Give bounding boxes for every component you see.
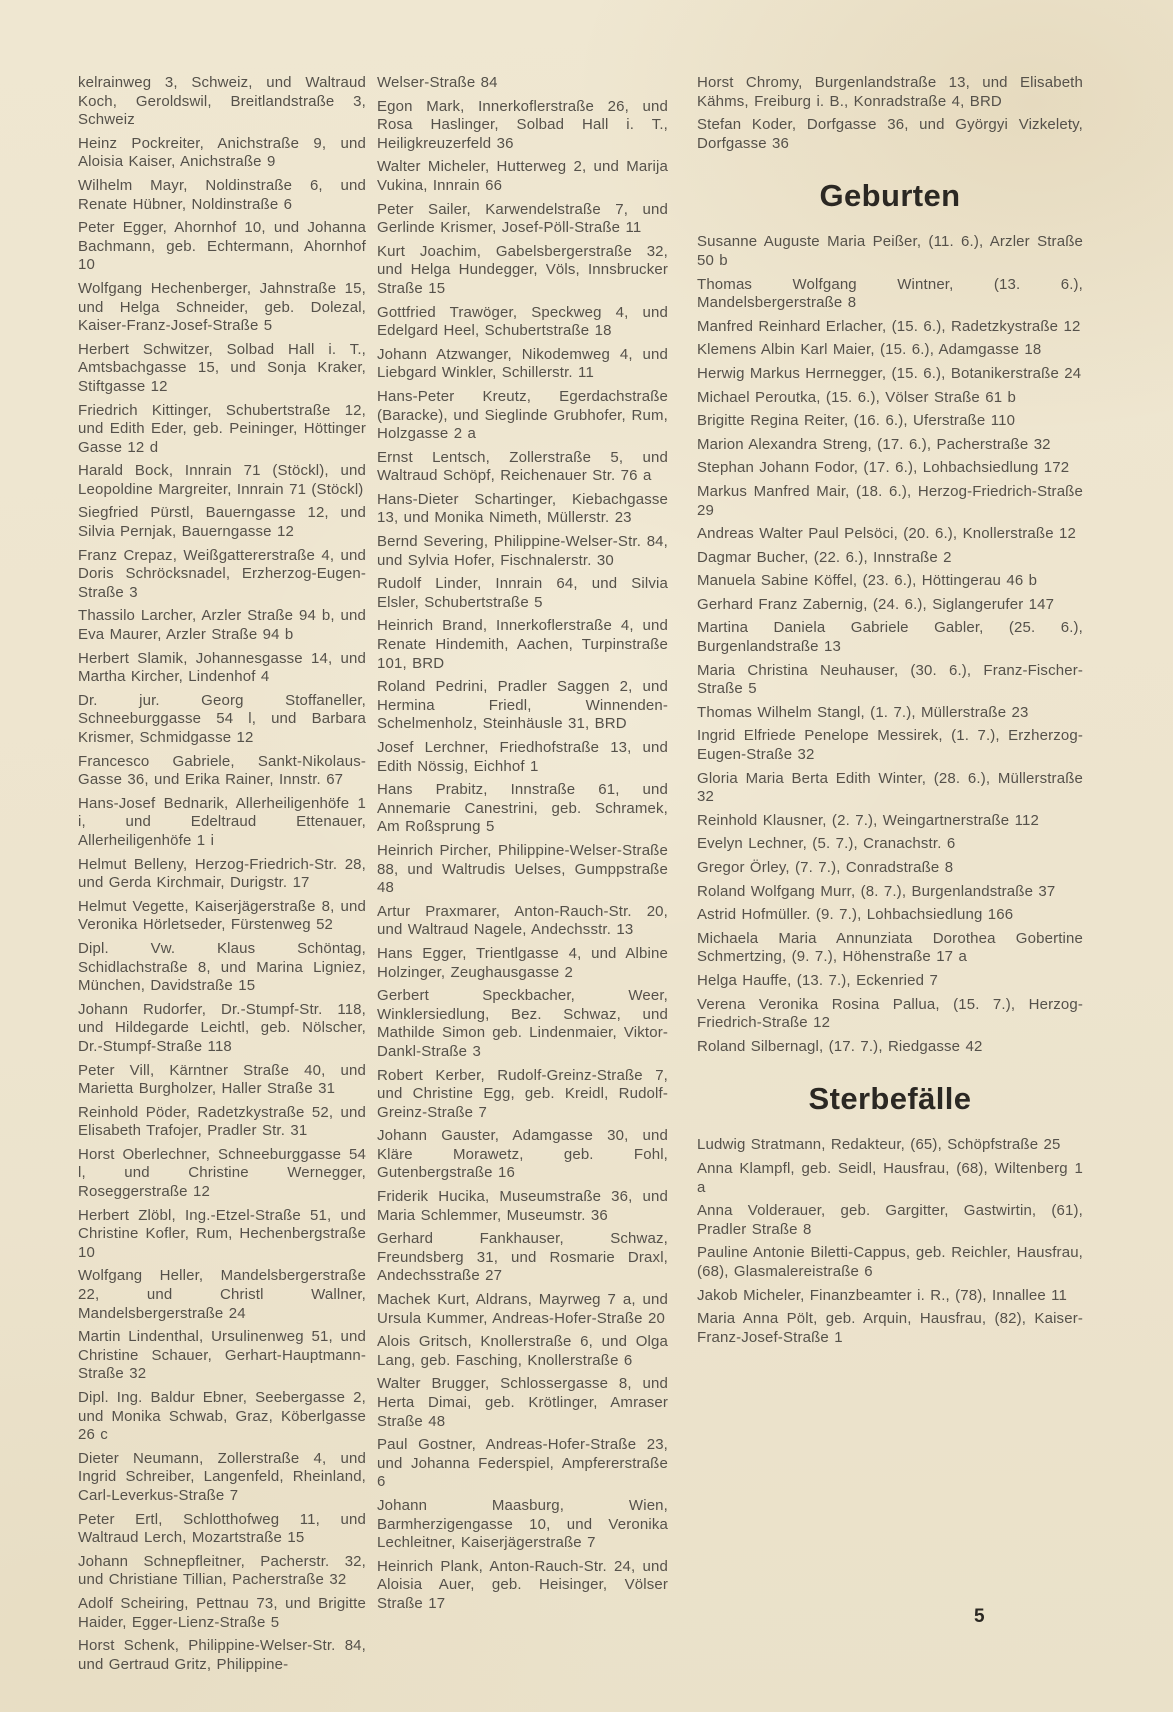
registry-entry: Reinhold Klausner, (2. 7.), Weingartnerstraße 112	[697, 811, 1039, 829]
registry-entry: Gregor Örley, (7. 7.), Conradstraße 8	[697, 859, 954, 876]
registry-entry: Helmut Belleny, Herzog-Friedrich-Str. 28, und Gerda Kirchmair, Durigstr. 17	[78, 855, 366, 892]
registry-entry: Martin Lindenthal, Ursulinenweg 51, und Christine Schauer, Gerhart-Hauptmann-Straße 32	[78, 1328, 366, 1383]
registry-entry: Brigitte Regina Reiter, (16. 6.), Uferstraße 110	[697, 412, 1016, 430]
registry-entry: Johann Maasburg, Wien, Barmherzigengasse 10, und Veronika Lechleitner, Kaiserjägerstraße 7	[377, 1496, 668, 1552]
registry-entry: Herbert Slamik, Johannesgasse 14, und Martha Kircher, Lindenhof 4	[78, 649, 366, 686]
registry-entry: Heinrich Plank, Anton-Rauch-Str. 24, und Aloisia Auer, geb. Heisinger, Völser Straße 17	[377, 1557, 668, 1612]
registry-entry: Anna Klampfl, geb. Seidl, Hausfrau, (68), Wiltenberg 1 a	[697, 1159, 1083, 1196]
registry-entry: Dr. jur. Georg Stoffaneller, Schneeburggasse 54 l, und Barbara Krismer, Schmidgasse 12	[78, 691, 366, 746]
registry-entry: Ingrid Elfriede Penelope Messirek, (1. 7.), Erzherzog-Eugen-Straße 32	[697, 727, 1083, 764]
registry-entry: Hans Egger, Trientlgasse 4, und Albine Holzinger, Zeughausgasse 2	[377, 944, 668, 981]
registry-entry: kelrainweg 3, Schweiz, und Waltraud Koch, Geroldswil, Breitlandstraße 3, Schweiz	[78, 74, 366, 129]
registry-entry: Hans-Dieter Schartinger, Kiebachgasse 13, und Monika Nimeth, Müllerstr. 23	[377, 490, 668, 527]
registry-entry: Michael Peroutka, (15. 6.), Völser Straße 61 b	[697, 388, 1017, 406]
registry-entry: Horst Chromy, Burgenlandstraße 13, und Elisabeth Kähms, Freiburg i. B., Konradstraße 4, BRD	[697, 74, 1083, 110]
registry-entry: Ludwig Stratmann, Redakteur, (65), Schöpfstraße 25	[697, 1136, 1061, 1154]
births-list	[697, 233, 1083, 1056]
registry-entry: Gerbert Speckbacher, Weer, Winklersiedlung, Bez. Schwaz, und Mathilde Simon geb. Lindenmaier, Viktor-Dankl-Straße 3	[377, 987, 668, 1060]
registry-entry: Susanne Auguste Maria Peißer, (11. 6.), Arzler Straße 50 b	[697, 233, 1083, 269]
registry-entry: Markus Manfred Mair, (18. 6.), Herzog-Friedrich-Straße 29	[697, 482, 1083, 519]
registry-entry: Dipl. Ing. Baldur Ebner, Seebergasse 2, und Monika Schwab, Graz, Köberlgasse 26 c	[78, 1389, 366, 1444]
registry-entry: Hans-Peter Kreutz, Egerdachstraße (Baracke), und Sieglinde Grubhofer, Rum, Holzgasse 2 a	[377, 387, 668, 443]
registry-entry: Michaela Maria Annunziata Dorothea Gobertine Schmertzing, (9. 7.), Höhenstraße 17 a	[697, 929, 1083, 966]
registry-entry: Jakob Micheler, Finanzbeamter i. R., (78), Innallee 11	[697, 1286, 1067, 1304]
registry-entry: Evelyn Lechner, (5. 7.), Cranachstr. 6	[697, 835, 956, 853]
registry-entry: Egon Mark, Innerkoflerstraße 26, und Rosa Haslinger, Solbad Hall i. T., Heiligkreuzerfeld 36	[377, 97, 668, 152]
registry-entry: Roland Pedrini, Pradler Saggen 2, und Hermina Friedl, Winnenden-Schelmenholz, Steinhäusle 31, BRD	[377, 678, 668, 733]
registry-entry: Wolfgang Heller, Mandelsbergerstraße 22, und Christl Wallner, Mandelsbergerstraße 24	[78, 1267, 366, 1322]
registry-entry: Reinhold Pöder, Radetzkystraße 52, und Elisabeth Trafojer, Pradler Str. 31	[78, 1103, 366, 1140]
registry-entry: Roland Silbernagl, (17. 7.), Riedgasse 42	[697, 1037, 983, 1055]
registry-entry: Stephan Johann Fodor, (17. 6.), Lohbachsiedlung 172	[697, 459, 1070, 477]
registry-entry: Rudolf Linder, Innrain 64, und Silvia Elsler, Schubertstraße 5	[377, 575, 668, 611]
registry-entry: Peter Ertl, Schlotthofweg 11, und Waltraud Lerch, Mozartstraße 15	[78, 1510, 366, 1547]
registry-entry: Herbert Schwitzer, Solbad Hall i. T., Amtsbachgasse 15, und Sonja Kraker, Stiftgasse 12	[78, 340, 366, 395]
registry-entry: Roland Wolfgang Murr, (8. 7.), Burgenlandstraße 37	[697, 882, 1056, 900]
registry-entry: Heinrich Pircher, Philippine-Welser-Straße 88, und Waltrudis Uelses, Gumppstraße 48	[377, 841, 668, 897]
registry-entry: Gerhard Franz Zabernig, (24. 6.), Siglangerufer 147	[697, 595, 1055, 613]
registry-entry: Herbert Zlöbl, Ing.-Etzel-Straße 51, und Christine Kofler, Rum, Hechenbergstraße 10	[78, 1206, 366, 1261]
registry-entry: Verena Veronika Rosina Pallua, (15. 7.), Herzog-Friedrich-Straße 12	[697, 995, 1083, 1032]
registry-entry: Walter Micheler, Hutterweg 2, und Marija Vukina, Innrain 66	[377, 158, 668, 194]
registry-entry: Manfred Reinhard Erlacher, (15. 6.), Radetzkystraße 12	[697, 317, 1081, 335]
registry-entry: Pauline Antonie Biletti-Cappus, geb. Reichler, Hausfrau, (68), Glasmalereistraße 6	[697, 1244, 1083, 1280]
registry-entry: Hans-Josef Bednarik, Allerheiligenhöfe 1 i, und Edeltraud Ettenauer, Allerheiligenhöfe 1 i	[78, 794, 366, 849]
registry-entry: Thomas Wilhelm Stangl, (1. 7.), Müllerstraße 23	[697, 703, 1029, 721]
registry-entry: Heinz Pockreiter, Anichstraße 9, und Aloisia Kaiser, Anichstraße 9	[78, 134, 366, 171]
registry-entry: Harald Bock, Innrain 71 (Stöckl), und Leopoldine Margreiter, Innrain 71 (Stöckl)	[78, 462, 366, 498]
registry-entry: Peter Sailer, Karwendelstraße 7, und Gerlinde Krismer, Josef-Pöll-Straße 11	[377, 200, 668, 237]
registry-entry: Machek Kurt, Aldrans, Mayrweg 7 a, und Ursula Kummer, Andreas-Hofer-Straße 20	[377, 1291, 668, 1327]
registry-entry: Gerhard Fankhauser, Schwaz, Freundsberg 31, und Rosmarie Draxl, Andechsstraße 27	[377, 1230, 668, 1285]
deaths-section-heading: Sterbefälle	[808, 1081, 972, 1117]
registry-entry: Gottfried Trawöger, Speckweg 4, und Edelgard Heel, Schubertstraße 18	[377, 303, 668, 340]
page-number: 5	[974, 1606, 985, 1627]
registry-entry: Peter Egger, Ahornhof 10, und Johanna Bachmann, geb. Echtermann, Ahornhof 10	[78, 219, 366, 274]
registry-entry: Dipl. Vw. Klaus Schöntag, Schidlachstraße 8, und Marina Ligniez, München, Davidstraße 15	[78, 939, 366, 995]
registry-entry: Friedrich Kittinger, Schubertstraße 12, und Edith Eder, geb. Peininger, Höttinger Gasse 12 d	[78, 401, 366, 456]
registry-entry: Bernd Severing, Philippine-Welser-Str. 84, und Sylvia Hofer, Fischnalerstr. 30	[377, 533, 668, 569]
births-section-heading: Geburten	[819, 178, 961, 214]
registry-entry: Alois Gritsch, Knollerstraße 6, und Olga Lang, geb. Fasching, Knollerstraße 6	[377, 1333, 668, 1369]
registry-entry: Johann Atzwanger, Nikodemweg 4, und Liebgard Winkler, Schillerstr. 11	[377, 345, 668, 382]
registry-entry: Friderik Hucika, Museumstraße 36, und Maria Schlemmer, Museumstr. 36	[377, 1188, 668, 1224]
registry-entry: Gloria Maria Berta Edith Winter, (28. 6.), Müllerstraße 32	[697, 769, 1083, 806]
registry-entry: Siegfried Pürstl, Bauerngasse 12, und Silvia Pernjak, Bauerngasse 12	[78, 504, 366, 541]
registry-entry: Anna Volderauer, geb. Gargitter, Gastwirtin, (61), Pradler Straße 8	[697, 1202, 1083, 1238]
registry-entry: Peter Vill, Kärntner Straße 40, und Marietta Burgholzer, Haller Straße 31	[78, 1061, 366, 1098]
registry-entry: Dagmar Bucher, (22. 6.), Innstraße 2	[697, 548, 952, 566]
registry-entry: Maria Christina Neuhauser, (30. 6.), Franz-Fischer-Straße 5	[697, 661, 1083, 698]
registry-entry: Klemens Albin Karl Maier, (15. 6.), Adamgasse 18	[697, 341, 1042, 359]
marriages-column-middle	[377, 74, 668, 1619]
registry-entry: Artur Praxmarer, Anton-Rauch-Str. 20, und Waltraud Nagele, Andechsstr. 13	[377, 902, 668, 939]
registry-entry: Welser-Straße 84	[377, 74, 498, 91]
registry-entry: Francesco Gabriele, Sankt-Nikolaus-Gasse 36, und Erika Rainer, Innstr. 67	[78, 752, 366, 789]
registry-entry: Astrid Hofmüller. (9. 7.), Lohbachsiedlung 166	[697, 906, 1014, 924]
registry-entry: Wilhelm Mayr, Noldinstraße 6, und Renate Hübner, Noldinstraße 6	[78, 176, 366, 213]
registry-entry: Josef Lerchner, Friedhofstraße 13, und Edith Nössig, Eichhof 1	[377, 739, 668, 775]
registry-entry: Horst Oberlechner, Schneeburggasse 54 l, und Christine Wernegger, Roseggerstraße 12	[78, 1145, 366, 1201]
registry-entry: Martina Daniela Gabriele Gabler, (25. 6.), Burgenlandstraße 13	[697, 619, 1083, 656]
registry-entry: Heinrich Brand, Innerkoflerstraße 4, und Renate Hindemith, Aachen, Turpinstraße 101, BRD	[377, 617, 668, 672]
registry-entry: Paul Gostner, Andreas-Hofer-Straße 23, und Johanna Federspiel, Ampfererstraße 6	[377, 1436, 668, 1491]
right-column	[697, 74, 1083, 1352]
registry-entry: Dieter Neumann, Zollerstraße 4, und Ingrid Schreiber, Langenfeld, Rheinland, Carl-Leverkus-Straße 7	[78, 1449, 366, 1504]
registry-entry: Maria Anna Pölt, geb. Arquin, Hausfrau, (82), Kaiser-Franz-Josef-Straße 1	[697, 1310, 1083, 1346]
registry-entry: Stefan Koder, Dorfgasse 36, und Györgyi Vizkelety, Dorfgasse 36	[697, 116, 1083, 152]
marriages-column-left	[78, 74, 366, 1679]
registry-entry: Ernst Lentsch, Zollerstraße 5, und Waltraud Schöpf, Reichenauer Str. 76 a	[377, 448, 668, 485]
registry-entry: Johann Rudorfer, Dr.-Stumpf-Str. 118, und Hildegarde Leichtl, geb. Nölscher, Dr.-Stumpf-Straße 118	[78, 1000, 366, 1055]
registry-entry: Kurt Joachim, Gabelsbergerstraße 32, und Helga Hundegger, Völs, Innsbrucker Straße 15	[377, 242, 668, 297]
registry-entry: Herwig Markus Herrnegger, (15. 6.), Botanikerstraße 24	[697, 364, 1082, 382]
registry-entry: Johann Schnepfleitner, Pacherstr. 32, und Christiane Tillian, Pacherstraße 32	[78, 1552, 366, 1589]
registry-entry: Johann Gauster, Adamgasse 30, und Kläre Morawetz, geb. Fohl, Gutenbergstraße 16	[377, 1127, 668, 1182]
registry-entry: Helga Hauffe, (13. 7.), Eckenried 7	[697, 971, 938, 989]
registry-entry: Adolf Scheiring, Pettnau 73, und Brigitte Haider, Egger-Lienz-Straße 5	[78, 1594, 366, 1631]
registry-entry: Andreas Walter Paul Pelsöci, (20. 6.), Knollerstraße 12	[697, 525, 1077, 543]
registry-entry: Horst Schenk, Philippine-Welser-Str. 84, und Gertraud Gritz, Philippine-	[78, 1637, 366, 1673]
registry-entry: Hans Prabitz, Innstraße 61, und Annemarie Canestrini, geb. Schramek, Am Roßsprung 5	[377, 781, 668, 836]
registry-entry: Thassilo Larcher, Arzler Straße 94 b, und Eva Maurer, Arzler Straße 94 b	[78, 607, 366, 644]
deaths-list	[697, 1136, 1083, 1347]
registry-entry: Thomas Wolfgang Wintner, (13. 6.), Mandelsbergerstraße 8	[697, 275, 1083, 312]
registry-entry: Franz Crepaz, Weißgattererstraße 4, und Doris Schröcksnadel, Erzherzog-Eugen-Straße 3	[78, 546, 366, 601]
registry-entry: Manuela Sabine Köffel, (23. 6.), Höttingerau 46 b	[697, 572, 1038, 590]
registry-entry: Helmut Vegette, Kaiserjägerstraße 8, und Veronika Hörletseder, Fürstenweg 52	[78, 897, 366, 934]
registry-entry: Wolfgang Hechenberger, Jahnstraße 15, und Helga Schneider, geb. Dolezal, Kaiser-Franz-Josef-Straße 5	[78, 279, 366, 335]
registry-entry: Marion Alexandra Streng, (17. 6.), Pacherstraße 32	[697, 435, 1051, 453]
registry-entry: Robert Kerber, Rudolf-Greinz-Straße 7, und Christine Egg, geb. Kreidl, Rudolf-Greinz-Straße 7	[377, 1066, 668, 1121]
registry-entry: Walter Brugger, Schlossergasse 8, und Herta Dimai, geb. Krötlinger, Amraser Straße 48	[377, 1375, 668, 1430]
marriages-column-right	[697, 74, 1083, 153]
